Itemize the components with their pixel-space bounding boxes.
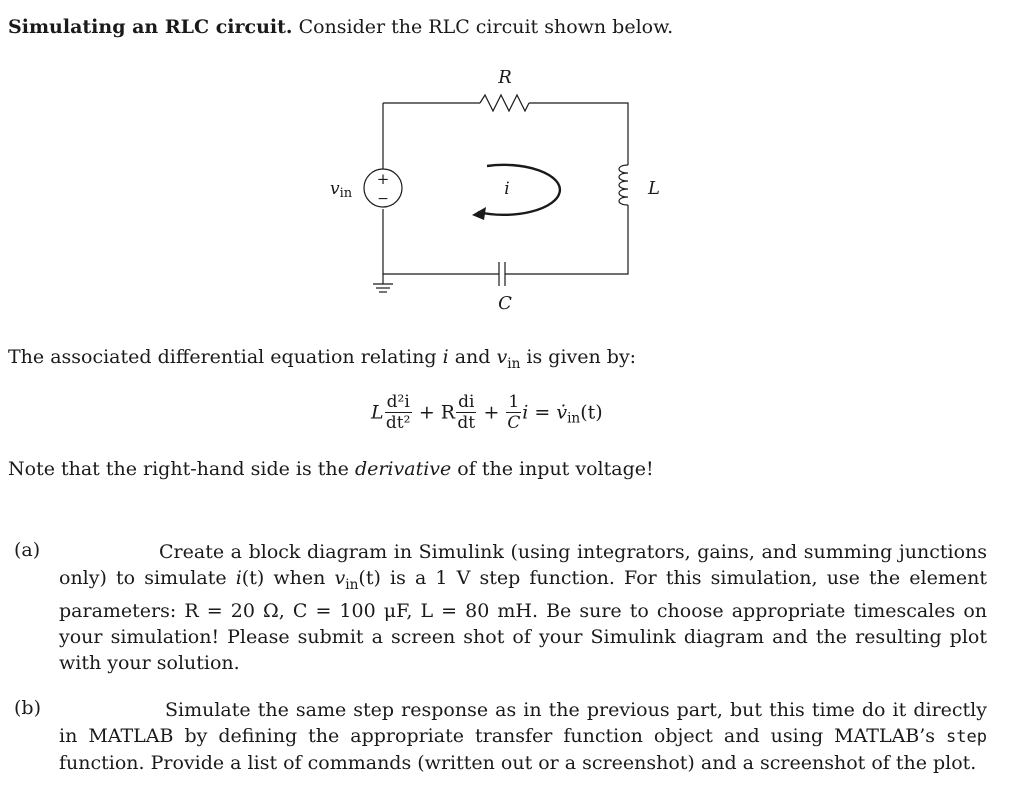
label-current: i (504, 179, 510, 199)
part-a-math2b: (t) (358, 567, 381, 589)
part-b-text1: Simulate the same step response as in the previous part, but this time do it directly in MATLAB by defining the appropriate transfer function object and using MATLAB’s (59, 699, 987, 747)
intro-v: v (496, 346, 508, 368)
eq-plus-R: + R (418, 401, 456, 424)
eq-rhs: i = v̇ (522, 401, 568, 424)
eq-frac-inverse-c (506, 392, 521, 433)
part-a-text3: is a 1 V step function. For this simulation, use the element parameters: (59, 567, 987, 622)
label-vin-sub: in (339, 186, 353, 201)
eq-frac-first-derivative (456, 392, 476, 433)
wire-top-right (529, 103, 628, 165)
part-a-params: R = 20 Ω, C = 100 μF, L = 80 mH. (184, 599, 539, 622)
part-a-math1b: (t) (241, 567, 265, 589)
part-b-label: (b) (14, 697, 41, 719)
part-b-text2: function. Provide a list of commands (written out or a screenshot) and a screenshot of the plot. (59, 752, 977, 774)
eq-frac2-num: di (458, 392, 475, 412)
note-sentence (8, 458, 654, 480)
intro-text-1: The associated differential equation relating (8, 346, 443, 368)
part-a-text1: Create a block diagram in Simulink (using integrators, gains, and summing junctions only) to simulate (59, 541, 987, 589)
part-a-math1: i (235, 567, 242, 589)
intro-i: i (442, 346, 449, 368)
equation-intro (8, 346, 636, 372)
eq-L: L (371, 401, 384, 424)
note-after: of the input voltage! (451, 458, 654, 480)
label-resistor: R (498, 67, 512, 88)
label-vin-v: v (330, 179, 340, 199)
label-capacitor: C (498, 293, 512, 314)
rlc-circuit-diagram (300, 55, 700, 325)
eq-plus-2: + (483, 401, 500, 424)
label-inductor: L (648, 178, 660, 199)
eq-frac1-num: d²i (386, 392, 410, 412)
eq-rhs-sub: in (567, 410, 581, 427)
eq-frac1-den: dt² (385, 413, 411, 433)
label-vin (330, 179, 353, 201)
intro-v-sub: in (507, 355, 521, 372)
source-plus-sign: + (376, 170, 390, 188)
eq-frac2-den: dt (457, 413, 476, 433)
eq-frac3-num: 1 (508, 392, 520, 412)
eq-frac3-den: C (507, 413, 521, 433)
part-b-text (59, 697, 987, 776)
current-loop-arc (478, 165, 560, 215)
intro-text-2: is given by: (520, 346, 637, 368)
resistor-symbol (480, 95, 529, 111)
problem-title-bold: Simulating an RLC circuit. (8, 16, 293, 38)
part-a-math2-sub: in (345, 576, 359, 593)
note-emphasis: derivative (354, 458, 452, 480)
wire-right-lower (505, 205, 628, 274)
current-arrow-head (472, 207, 486, 220)
note-before: Note that the right-hand side is the (8, 458, 355, 480)
part-a-text4: Be sure to choose appropriate timescales on your simulation! Please submit a screen shot of your Simulink diagram and the resulting plot with your solution. (59, 599, 987, 674)
eq-frac-second-derivative (385, 392, 412, 433)
problem-title (8, 16, 673, 38)
part-a-text (59, 539, 987, 676)
differential-equation (371, 392, 603, 442)
source-minus-sign: − (377, 191, 389, 207)
intro-and: and (448, 346, 497, 368)
part-a-math2: v (334, 567, 346, 589)
inductor-symbol (619, 165, 628, 205)
part-a-label: (a) (14, 539, 41, 561)
eq-rhs-arg: (t) (580, 401, 603, 424)
problem-title-rest: Consider the RLC circuit shown below. (298, 16, 674, 38)
part-a-text2: when (264, 567, 335, 589)
part-b-code-step: step (946, 727, 987, 747)
